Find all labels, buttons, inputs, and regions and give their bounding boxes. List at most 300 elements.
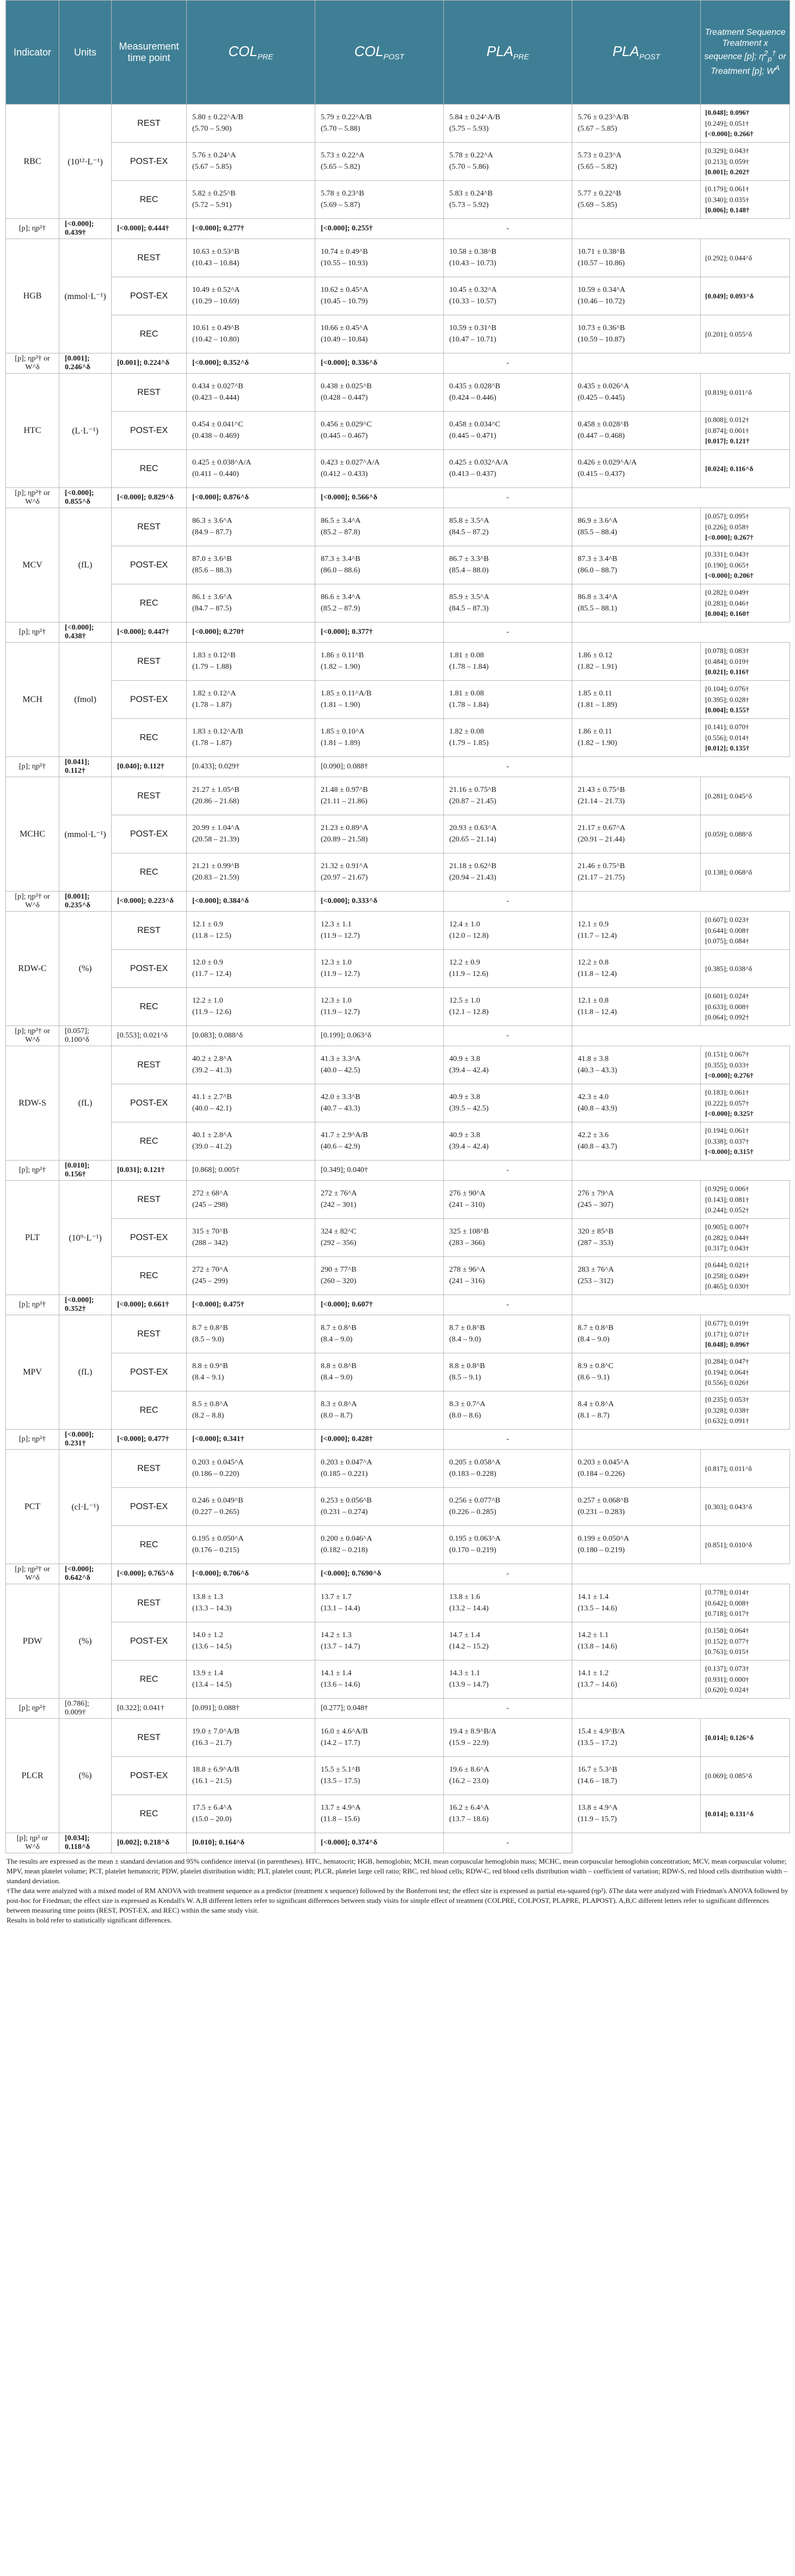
statistic-line: [0.226]; 0.058† [705, 522, 749, 531]
confidence-interval: (0.186 – 0.220) [192, 1469, 240, 1478]
summary-value: [0.091]; 0.088† [187, 1699, 315, 1719]
confidence-interval: (86.0 – 88.7) [578, 566, 617, 575]
mean-sd: 1.82 ± 0.12^A [192, 689, 236, 698]
statistic-line: [0.556]; 0.026† [705, 1378, 749, 1387]
summary-value: [0.433]; 0.029† [187, 757, 315, 777]
confidence-interval: (13.5 – 17.5) [321, 1777, 360, 1785]
value-cell [572, 853, 701, 892]
value-cell [572, 1219, 701, 1257]
statistic-line: [0.281]; 0.045^δ [705, 791, 753, 800]
time-point-cell: POST-EX [112, 546, 187, 584]
summary-value: [<0.000]; 0.384^δ [187, 892, 315, 912]
summary-value: [0.553]; 0.021^δ [112, 1026, 187, 1046]
confidence-interval: (10.33 – 10.57) [449, 297, 497, 306]
mean-sd: 21.48 ± 0.97^B [321, 786, 368, 795]
mean-sd: 14.1 ± 1.2 [578, 1669, 609, 1678]
header-row [6, 1, 790, 105]
statistic-line: [0.642]; 0.008† [705, 1598, 749, 1607]
value-cell [315, 1181, 444, 1219]
summary-value: [<0.000]; 0.661† [112, 1295, 187, 1315]
statistic-line: [0.104]; 0.076† [705, 685, 749, 693]
value-cell [187, 105, 315, 143]
mean-sd: 12.3 ± 1.0 [321, 997, 352, 1005]
summary-value: [<0.000]; 0.333^δ [315, 892, 444, 912]
confidence-interval: (8.4 – 9.0) [449, 1335, 481, 1344]
indicator-cell [6, 1181, 59, 1219]
indicator-cell [6, 1391, 59, 1430]
mean-sd: 0.205 ± 0.058^A [449, 1458, 501, 1467]
statistic-line: [0.677]; 0.019† [705, 1319, 749, 1328]
value-cell [315, 239, 444, 277]
summary-value: [0.010]; 0.156† [59, 1161, 112, 1181]
confidence-interval: (0.226 – 0.285) [449, 1507, 497, 1516]
confidence-interval: (21.11 – 21.86) [321, 797, 368, 805]
value-cell [187, 181, 315, 219]
summary-label: [p]; ηp²† or W^δ [6, 1564, 59, 1584]
mean-sd: 12.2 ± 0.9 [449, 959, 480, 967]
statistic-line: [0.179]; 0.061† [705, 185, 749, 193]
mean-sd: 1.86 ± 0.11 [578, 728, 613, 736]
confidence-interval: (0.415 – 0.437) [578, 469, 625, 478]
statistic-line: [0.905]; 0.007† [705, 1223, 749, 1231]
summary-value: [<0.000]; 0.7690^δ [315, 1564, 444, 1584]
confidence-interval: (1.82 – 1.91) [578, 662, 617, 671]
value-cell [315, 1795, 444, 1833]
mean-sd: 40.9 ± 3.8 [449, 1055, 480, 1064]
statistics-cell [701, 681, 790, 719]
statistic-line: [0.004]; 0.155† [705, 706, 750, 715]
table-row [6, 1084, 790, 1122]
mean-sd: 8.9 ± 0.8^C [578, 1362, 614, 1371]
mean-sd: 21.32 ± 0.91^A [321, 862, 369, 871]
time-point-cell: REC [112, 1122, 187, 1161]
confidence-interval: (0.183 – 0.228) [449, 1469, 497, 1478]
summary-row [6, 1699, 790, 1719]
time-point-cell: POST-EX [112, 815, 187, 853]
confidence-interval: (13.4 – 14.5) [192, 1680, 232, 1689]
value-cell [572, 1181, 701, 1219]
statistics-cell [701, 1122, 790, 1161]
confidence-interval: (40.8 – 43.7) [578, 1142, 617, 1151]
statistic-line: [0.303]; 0.043^δ [705, 1502, 753, 1511]
confidence-interval: (39.2 – 41.3) [192, 1066, 232, 1075]
mean-sd: 276 ± 90^A [449, 1189, 486, 1198]
confidence-interval: (13.8 – 14.6) [578, 1642, 617, 1651]
value-cell [444, 1084, 572, 1122]
table-row [6, 374, 790, 412]
value-cell [187, 508, 315, 546]
confidence-interval: (1.81 – 1.89) [321, 738, 360, 747]
units-cell: (L·L⁻¹) [59, 412, 112, 450]
footnote-abbreviations: The results are expressed as the mean ± standard deviation and 95% confidence interval (in parentheses). HTC, hematocrit; HGB, hemoglobin; MCH, mean corpuscular hemoglobin mass; MCHC, mean corpuscular hemoglobin concentration; MCV, mean corpuscular volume; MPV, mean platelet volume; PCT, platelet hematocrit; PDW, platelet distribution width; PLT, platelet count; PLCR, platelet large cell ratio; RBC, red blood cells; RDW-C, red blood cells distribution width – coefficient of variation; RDW-S, red blood cells distribution width – standard deviation. [7, 1857, 787, 1885]
mean-sd: 86.8 ± 3.4^A [578, 593, 618, 602]
value-cell [187, 1757, 315, 1795]
statistic-line: [0.282]; 0.044† [705, 1233, 749, 1242]
mean-sd: 272 ± 76^A [321, 1189, 357, 1198]
mean-sd: 0.256 ± 0.077^B [449, 1497, 500, 1505]
value-cell [572, 1257, 701, 1295]
summary-value: [<0.000]; 0.765^δ [112, 1564, 187, 1584]
value-cell [444, 1046, 572, 1084]
mean-sd: 21.27 ± 1.05^B [192, 786, 240, 795]
value-cell [315, 508, 444, 546]
statistic-line: [0.152]; 0.077† [705, 1637, 749, 1645]
mean-sd: 21.17 ± 0.67^A [578, 824, 626, 833]
mean-sd: 10.73 ± 0.36^B [578, 324, 625, 333]
value-cell [187, 546, 315, 584]
summary-stat: - [444, 622, 572, 643]
confidence-interval: (0.184 – 0.226) [578, 1469, 625, 1478]
summary-value: [0.349]; 0.040† [315, 1161, 444, 1181]
statistic-line: [0.633]; 0.008† [705, 1002, 749, 1011]
value-cell [187, 1391, 315, 1430]
mean-sd: 12.1 ± 0.9 [578, 920, 609, 929]
summary-row [6, 622, 790, 643]
confidence-interval: (20.65 – 21.14) [449, 835, 497, 844]
mean-sd: 1.81 ± 0.08 [449, 689, 484, 698]
mean-sd: 87.0 ± 3.6^B [192, 555, 232, 564]
mean-sd: 10.71 ± 0.38^B [578, 248, 625, 257]
confidence-interval: (0.445 – 0.471) [449, 431, 497, 440]
confidence-interval: (11.9 – 12.7) [321, 1008, 360, 1016]
confidence-interval: (13.7 – 14.7) [321, 1642, 360, 1651]
units-cell: (fmol) [59, 681, 112, 719]
summary-value: [<0.000]; 0.607† [315, 1295, 444, 1315]
mean-sd: 8.7 ± 0.8^B [321, 1324, 357, 1333]
summary-stat: - [444, 1026, 572, 1046]
value-cell [572, 412, 701, 450]
value-cell [444, 1488, 572, 1526]
value-cell [315, 105, 444, 143]
statistics-cell [701, 1795, 790, 1833]
statistic-line: [0.355]; 0.033† [705, 1060, 749, 1069]
statistic-line: [0.194]; 0.061† [705, 1126, 749, 1135]
statistic-line: [0.190]; 0.065† [705, 560, 749, 569]
summary-value: [0.040]; 0.112† [112, 757, 187, 777]
statistics-cell [701, 374, 790, 412]
table-row [6, 1219, 790, 1257]
units-cell [59, 1584, 112, 1622]
indicator-cell: RBC [6, 143, 59, 181]
mean-sd: 41.1 ± 2.7^B [192, 1093, 232, 1102]
confidence-interval: (0.227 – 0.265) [192, 1507, 240, 1516]
summary-value: [0.041]; 0.112† [59, 757, 112, 777]
time-point-cell: REST [112, 374, 187, 412]
value-cell [187, 1257, 315, 1295]
confidence-interval: (84.7 – 87.5) [192, 604, 232, 613]
value-cell [444, 1622, 572, 1661]
confidence-interval: (13.6 – 14.6) [321, 1680, 360, 1689]
units-cell: (mmol·L⁻¹) [59, 815, 112, 853]
mean-sd: 0.435 ± 0.026^A [578, 382, 629, 391]
summary-row [6, 892, 790, 912]
confidence-interval: (39.4 – 42.4) [449, 1066, 489, 1075]
summary-row [6, 1295, 790, 1315]
value-cell [315, 584, 444, 622]
value-cell [315, 1046, 444, 1084]
mean-sd: 5.79 ± 0.22^A/B [321, 113, 372, 122]
value-cell [572, 450, 701, 488]
confidence-interval: (85.2 – 87.8) [321, 528, 360, 536]
summary-stat: - [444, 1833, 572, 1853]
mean-sd: 0.195 ± 0.050^A [192, 1535, 244, 1543]
value-cell [315, 1757, 444, 1795]
mean-sd: 13.8 ± 4.9^A [578, 1804, 618, 1812]
statistics-cell [701, 1661, 790, 1699]
mean-sd: 1.85 ± 0.10^A [321, 728, 365, 736]
confidence-interval: (1.78 – 1.84) [449, 662, 489, 671]
value-cell [315, 374, 444, 412]
mean-sd: 8.3 ± 0.8^A [321, 1400, 357, 1409]
summary-label: [p]; ηp²† or W^δ [6, 892, 59, 912]
statistic-line: [0.014]; 0.131^δ [705, 1809, 754, 1818]
confidence-interval: (13.7 – 14.6) [578, 1680, 617, 1689]
confidence-interval: (13.3 – 14.3) [192, 1604, 232, 1613]
mean-sd: 5.76 ± 0.23^A/B [578, 113, 629, 122]
confidence-interval: (245 – 307) [578, 1200, 614, 1209]
time-point-cell: REST [112, 508, 187, 546]
col-header-col-post: $COL_{POST}$ [315, 1, 444, 105]
value-cell [187, 374, 315, 412]
table-row [6, 1315, 790, 1353]
value-cell [572, 1084, 701, 1122]
mean-sd: 12.1 ± 0.9 [192, 920, 223, 929]
units-cell [59, 1391, 112, 1430]
mean-sd: 40.1 ± 2.8^A [192, 1131, 233, 1140]
summary-stat: - [444, 757, 572, 777]
time-point-cell: REC [112, 1795, 187, 1833]
summary-label: [p]; ηp²† [6, 757, 59, 777]
table-row [6, 643, 790, 681]
indicator-cell [6, 1795, 59, 1833]
confidence-interval: (292 – 356) [321, 1238, 357, 1247]
value-cell [315, 1488, 444, 1526]
statistic-line: [0.718]; 0.017† [705, 1609, 749, 1618]
confidence-interval: (13.1 – 14.4) [321, 1604, 360, 1613]
indicator-cell [6, 584, 59, 622]
statistics-cell [701, 181, 790, 219]
confidence-interval: (16.1 – 21.5) [192, 1777, 232, 1785]
value-cell [572, 1719, 701, 1757]
indicator-cell: MCHC [6, 815, 59, 853]
mean-sd: 10.66 ± 0.45^A [321, 324, 369, 333]
mean-sd: 1.81 ± 0.08 [449, 651, 484, 660]
mean-sd: 8.7 ± 0.8^B [192, 1324, 228, 1333]
units-cell [59, 853, 112, 892]
table-row [6, 1122, 790, 1161]
statistic-line: [0.171]; 0.071† [705, 1329, 749, 1338]
indicator-cell [6, 1122, 59, 1161]
value-cell [187, 412, 315, 450]
confidence-interval: (20.86 – 21.68) [192, 797, 240, 805]
statistic-line: [0.141]; 0.070† [705, 723, 749, 731]
table-row [6, 1391, 790, 1430]
mean-sd: 324 ± 82^C [321, 1228, 357, 1236]
time-point-cell: REC [112, 584, 187, 622]
confidence-interval: (86.0 – 88.6) [321, 566, 360, 575]
time-point-cell: REC [112, 853, 187, 892]
value-cell [444, 450, 572, 488]
value-cell [444, 681, 572, 719]
mean-sd: 40.9 ± 3.8 [449, 1093, 480, 1102]
units-cell [59, 1526, 112, 1564]
table-row [6, 1757, 790, 1795]
mean-sd: 18.8 ± 6.9^A/B [192, 1766, 240, 1774]
summary-row [6, 1833, 790, 1853]
summary-label: [p]; ηp²† [6, 1430, 59, 1450]
mean-sd: 10.59 ± 0.34^A [578, 286, 626, 295]
time-point-cell: POST-EX [112, 1353, 187, 1391]
statistic-line: [<0.000]; 0.315† [705, 1147, 754, 1156]
value-cell [444, 239, 572, 277]
confidence-interval: (10.55 – 10.93) [321, 259, 368, 267]
confidence-interval: (11.9 – 12.7) [321, 969, 360, 978]
statistic-line: [0.138]; 0.068^δ [705, 868, 753, 876]
confidence-interval: (13.5 – 17.2) [578, 1738, 617, 1747]
confidence-interval: (242 – 301) [321, 1200, 357, 1209]
mean-sd: 278 ± 96^A [449, 1266, 486, 1274]
statistics-cell [701, 584, 790, 622]
value-cell [572, 1795, 701, 1833]
statistic-line: [0.620]; 0.024† [705, 1686, 749, 1694]
table-row [6, 1257, 790, 1295]
statistic-line: [0.158]; 0.064† [705, 1626, 749, 1635]
statistic-line: [0.632]; 0.091† [705, 1417, 749, 1425]
summary-label: [p]; ηp²† or W^δ [6, 1026, 59, 1046]
mean-sd: 40.2 ± 2.8^A [192, 1055, 233, 1064]
confidence-interval: (39.5 – 42.5) [449, 1104, 489, 1113]
indicator-cell [6, 853, 59, 892]
summary-stat: - [444, 488, 572, 508]
value-cell [572, 584, 701, 622]
mean-sd: 19.6 ± 8.6^A [449, 1766, 490, 1774]
mean-sd: 10.74 ± 0.49^B [321, 248, 368, 257]
indicator-cell: MPV [6, 1353, 59, 1391]
mean-sd: 5.80 ± 0.22^A/B [192, 113, 243, 122]
footnote-bold-note: Results in bold refer to statistically significant differences. [7, 1915, 172, 1924]
mean-sd: 12.4 ± 1.0 [449, 920, 480, 929]
indicator-cell: RDW-C [6, 950, 59, 988]
mean-sd: 17.5 ± 6.4^A [192, 1804, 233, 1812]
table-row [6, 1622, 790, 1661]
mean-sd: 272 ± 70^A [192, 1266, 229, 1274]
table-row [6, 815, 790, 853]
summary-value: [0.090]; 0.088† [315, 757, 444, 777]
time-point-cell: REC [112, 450, 187, 488]
mean-sd: 13.8 ± 1.3 [192, 1593, 223, 1602]
mean-sd: 0.203 ± 0.045^A [192, 1458, 244, 1467]
mean-sd: 0.423 ± 0.027^A/A [321, 459, 380, 467]
confidence-interval: (8.6 – 9.1) [578, 1373, 610, 1382]
table-row [6, 1181, 790, 1219]
time-point-cell: REST [112, 1450, 187, 1488]
units-cell [59, 912, 112, 950]
confidence-interval: (8.4 – 9.0) [321, 1373, 353, 1382]
confidence-interval: (12.1 – 12.8) [449, 1008, 489, 1016]
summary-value: [<0.000]; 0.444† [112, 219, 187, 239]
value-cell [315, 912, 444, 950]
indicator-cell [6, 508, 59, 546]
summary-stat: - [444, 1295, 572, 1315]
mean-sd: 14.2 ± 1.1 [578, 1631, 609, 1640]
mean-sd: 1.83 ± 0.12^A/B [192, 728, 243, 736]
statistics-cell [701, 643, 790, 681]
mean-sd: 0.199 ± 0.050^A [578, 1535, 629, 1543]
value-cell [444, 1757, 572, 1795]
time-point-cell: REST [112, 912, 187, 950]
statistic-line: [0.064]; 0.092† [705, 1013, 749, 1022]
mean-sd: 10.45 ± 0.32^A [449, 286, 497, 295]
statistic-line: [0.222]; 0.057† [705, 1098, 749, 1107]
time-point-cell: REC [112, 719, 187, 757]
confidence-interval: (5.67 – 5.85) [192, 162, 232, 171]
value-cell [572, 988, 701, 1026]
footnote-methods: †The data were analyzed with a mixed model of RM ANOVA with treatment sequence as a predictor (treatment x sequence) followed by the Bonferroni test; the effect size is expressed as partial eta-squared (ηp²). δThe data were analyzed with Friedman's ANOVA followed by post-hoc for Friedman; the effect size is expressed as Kendall's W. A,B different letters refer to significant differences between study visits for simple effect of treatment (COLPRE, COLPOST, PLAPRE, PLAPOST). A,B,C different letters refer to significant differences between measuring time points (REST, POST-EX, and REC) within the same study visit. [7, 1886, 788, 1914]
value-cell [187, 643, 315, 681]
mean-sd: 10.59 ± 0.31^B [449, 324, 497, 333]
col-header-units: Units [59, 1, 112, 105]
statistic-line: [0.244]; 0.052† [705, 1206, 749, 1214]
table-row [6, 584, 790, 622]
value-cell [187, 450, 315, 488]
indicator-cell [6, 374, 59, 412]
statistics-cell [701, 950, 790, 988]
summary-value: [0.031]; 0.121† [112, 1161, 187, 1181]
confidence-interval: (1.78 – 1.87) [192, 738, 232, 747]
confidence-interval: (16.3 – 21.7) [192, 1738, 232, 1747]
mean-sd: 14.3 ± 1.1 [449, 1669, 480, 1678]
mean-sd: 12.5 ± 1.0 [449, 997, 480, 1005]
statistics-cell [701, 815, 790, 853]
units-cell [59, 374, 112, 412]
confidence-interval: (12.0 – 12.8) [449, 931, 489, 940]
table-row [6, 412, 790, 450]
value-cell [315, 643, 444, 681]
confidence-interval: (0.231 – 0.274) [321, 1507, 368, 1516]
statistic-line: [0.258]; 0.049† [705, 1271, 749, 1280]
units-cell [59, 1450, 112, 1488]
confidence-interval: (85.4 – 88.0) [449, 566, 489, 575]
value-cell [315, 143, 444, 181]
value-cell [187, 912, 315, 950]
table-body [6, 105, 790, 1853]
value-cell [444, 374, 572, 412]
indicator-cell [6, 1450, 59, 1488]
statistics-cell [701, 1353, 790, 1391]
indicator-cell [6, 105, 59, 143]
value-cell [444, 277, 572, 315]
statistic-line: [0.329]; 0.043† [705, 146, 749, 155]
confidence-interval: (5.70 – 5.88) [321, 124, 360, 133]
statistics-cell [701, 1315, 790, 1353]
mean-sd: 13.9 ± 1.4 [192, 1669, 223, 1678]
confidence-interval: (11.8 – 15.6) [321, 1815, 360, 1823]
units-cell [59, 315, 112, 353]
units-cell [59, 1795, 112, 1833]
value-cell [315, 1084, 444, 1122]
mean-sd: 0.426 ± 0.029^A/A [578, 459, 637, 467]
confidence-interval: (13.5 – 14.6) [578, 1604, 617, 1613]
mean-sd: 5.78 ± 0.23^B [321, 190, 364, 198]
summary-stat: - [444, 1699, 572, 1719]
units-cell [59, 1315, 112, 1353]
value-cell [315, 315, 444, 353]
units-cell [59, 643, 112, 681]
confidence-interval: (20.83 – 21.59) [192, 873, 240, 882]
confidence-interval: (84.9 – 87.7) [192, 528, 232, 536]
value-cell [444, 412, 572, 450]
value-cell [315, 1391, 444, 1430]
